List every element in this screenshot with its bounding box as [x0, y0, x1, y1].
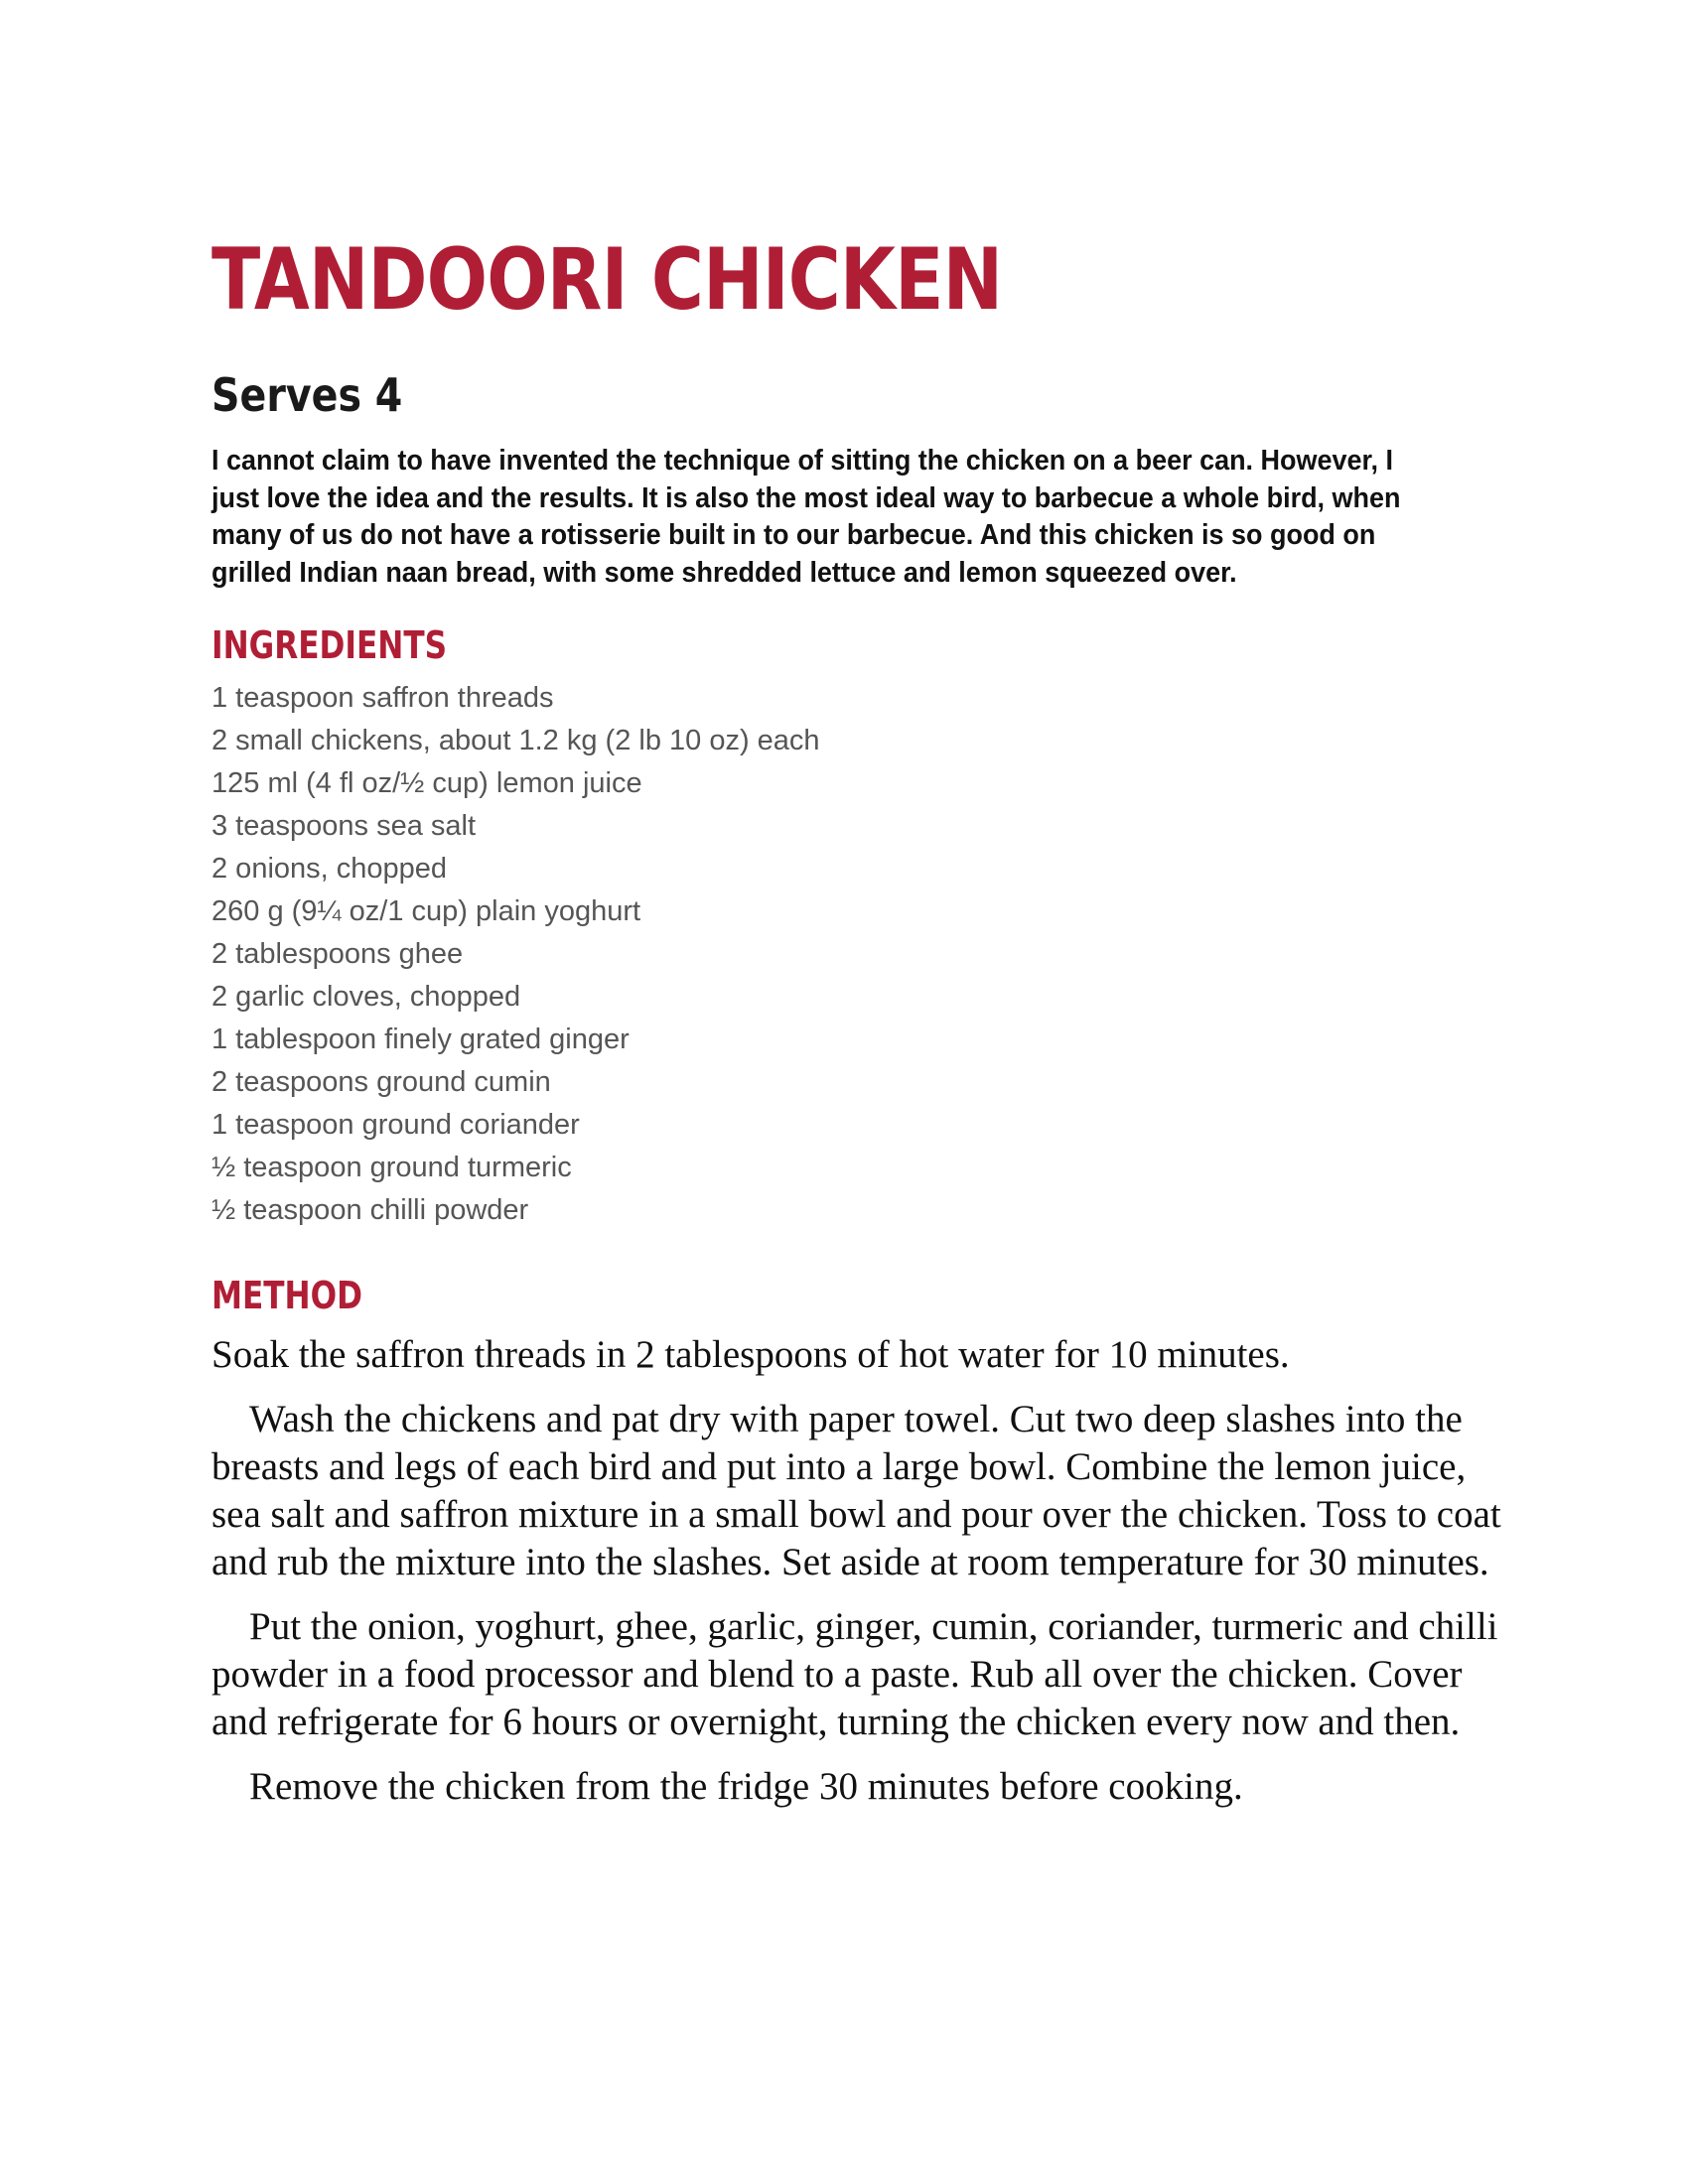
ingredient-item: 1 tablespoon finely grated ginger — [211, 1024, 630, 1055]
ingredient-item: 2 small chickens, about 1.2 kg (2 lb 10 oz) each — [211, 725, 820, 756]
method-step: Soak the saffron threads in 2 tablespoons of hot water for 10 minutes. — [211, 1333, 1290, 1376]
method-steps — [211, 1331, 1502, 1811]
recipe-intro: I cannot claim to have invented the technique of sitting the chicken on a beer can. However, I just love the idea and the results. It is also the most ideal way to barbecue a whole bird, when many of us do not have a rotisserie built in to our barbecue. And this chicken is so good on grilled Indian naan bread, with some shredded lettuce and lemon squeezed over. — [211, 445, 1401, 589]
method-step: Put the onion, yoghurt, ghee, garlic, ginger, cumin, coriander, turmeric and chilli powder in a food processor and blend to a paste. Rub all over the chicken. Cover and refrigerate for 6 hours or overnight, turning the chicken every now and then. — [211, 1605, 1498, 1743]
ingredient-item: ½ teaspoon ground turmeric — [211, 1152, 572, 1183]
method-step: Wash the chickens and pat dry with paper towel. Cut two deep slashes into the breasts and legs of each bird and put into a large bowl. Combine the lemon juice, sea salt and saffron mixture in a small bowl and pour over the chicken. Toss to coat and rub the mixture into the slashes. Set aside at room temperature for 30 minutes. — [211, 1398, 1501, 1583]
ingredient-item: 3 teaspoons sea salt — [211, 810, 477, 842]
ingredient-item: 260 g (9¼ oz/1 cup) plain yoghurt — [211, 895, 641, 927]
recipe-page — [211, 230, 1502, 1828]
ingredient-item: 2 tablespoons ghee — [211, 938, 464, 970]
ingredient-item: 1 teaspoon ground coriander — [211, 1109, 580, 1141]
ingredients-list — [211, 677, 1502, 1232]
ingredients-heading: INGREDIENTS — [211, 623, 448, 667]
ingredient-item: 2 onions, chopped — [211, 853, 448, 885]
serves-count: Serves 4 — [211, 368, 403, 422]
method-heading: METHOD — [211, 1274, 362, 1317]
ingredient-item: 2 garlic cloves, chopped — [211, 981, 521, 1013]
recipe-title: TANDOORI CHICKEN — [211, 230, 1003, 330]
ingredient-item: 1 teaspoon saffron threads — [211, 682, 554, 714]
ingredient-item: 2 teaspoons ground cumin — [211, 1066, 551, 1098]
ingredient-item: 125 ml (4 fl oz/½ cup) lemon juice — [211, 767, 642, 799]
method-step: Remove the chicken from the fridge 30 minutes before cooking. — [249, 1765, 1243, 1808]
ingredient-item: ½ teaspoon chilli powder — [211, 1194, 529, 1226]
